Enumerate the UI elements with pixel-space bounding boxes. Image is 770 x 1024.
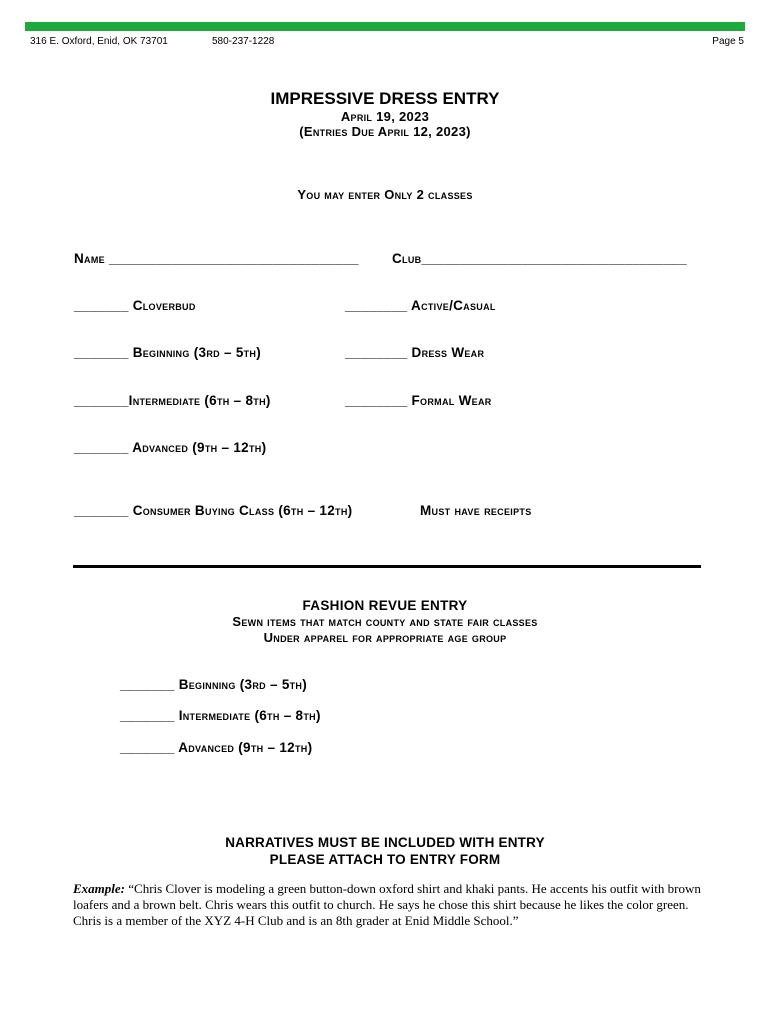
revue-class-beginning[interactable]: _______ Beginning (3rd – 5th) <box>120 677 308 692</box>
fashion-revue-line2: Under apparel for appropriate age group <box>263 630 507 645</box>
revue-class-advanced[interactable]: _______ Advanced (9th – 12th) <box>120 740 313 755</box>
class-limit-note: You may enter Only 2 classes <box>297 187 473 202</box>
entries-due: (Entries Due April 12, 2023) <box>299 124 471 139</box>
class-intermediate[interactable]: _______Intermediate (6th – 8th) <box>74 393 271 408</box>
class-formal-wear[interactable]: ________ Formal Wear <box>345 393 492 408</box>
class-cloverbud[interactable]: _______ Cloverbud <box>74 298 196 313</box>
club-field[interactable]: Club__________________________________ <box>392 251 687 266</box>
example-label: Example: <box>73 881 125 896</box>
example-text: “Chris Clover is modeling a green button-down oxford shirt and khaki pants. He accents his outfit with brown loafers and a brown belt. Chris wears this outfit to church. He says he chose this shirt because he likes the color green. Chris is a member of the XYZ 4-H Club and is an 8th grader at Enid Middle School.” <box>73 881 701 928</box>
narratives-subheading: PLEASE ATTACH TO ENTRY FORM <box>269 852 501 867</box>
consumer-note: Must have receipts <box>420 503 532 518</box>
class-dress-wear[interactable]: ________ Dress Wear <box>345 345 485 360</box>
fashion-revue-line1: Sewn items that match county and state fair classes <box>232 614 538 629</box>
class-advanced[interactable]: _______ Advanced (9th – 12th) <box>74 440 267 455</box>
revue-class-intermediate[interactable]: _______ Intermediate (6th – 8th) <box>120 708 321 723</box>
header-address: 316 E. Oxford, Enid, OK 73701 <box>30 36 168 47</box>
class-active-casual[interactable]: ________ Active/Casual <box>345 298 496 313</box>
event-date: April 19, 2023 <box>340 109 430 124</box>
page-number: Page 5 <box>712 36 744 47</box>
name-field[interactable]: Name ________________________________ <box>74 251 359 266</box>
class-consumer-buying[interactable]: _______ Consumer Buying Class (6th – 12th) <box>74 503 353 518</box>
example-paragraph <box>73 881 713 929</box>
page-title: IMPRESSIVE DRESS ENTRY <box>270 89 500 108</box>
header-phone: 580-237-1228 <box>212 36 275 47</box>
header-accent-bar <box>25 22 745 31</box>
fashion-revue-title: FASHION REVUE ENTRY <box>302 598 468 613</box>
section-divider <box>73 565 701 568</box>
narratives-heading: NARRATIVES MUST BE INCLUDED WITH ENTRY <box>225 835 545 850</box>
class-beginning[interactable]: _______ Beginning (3rd – 5th) <box>74 345 262 360</box>
